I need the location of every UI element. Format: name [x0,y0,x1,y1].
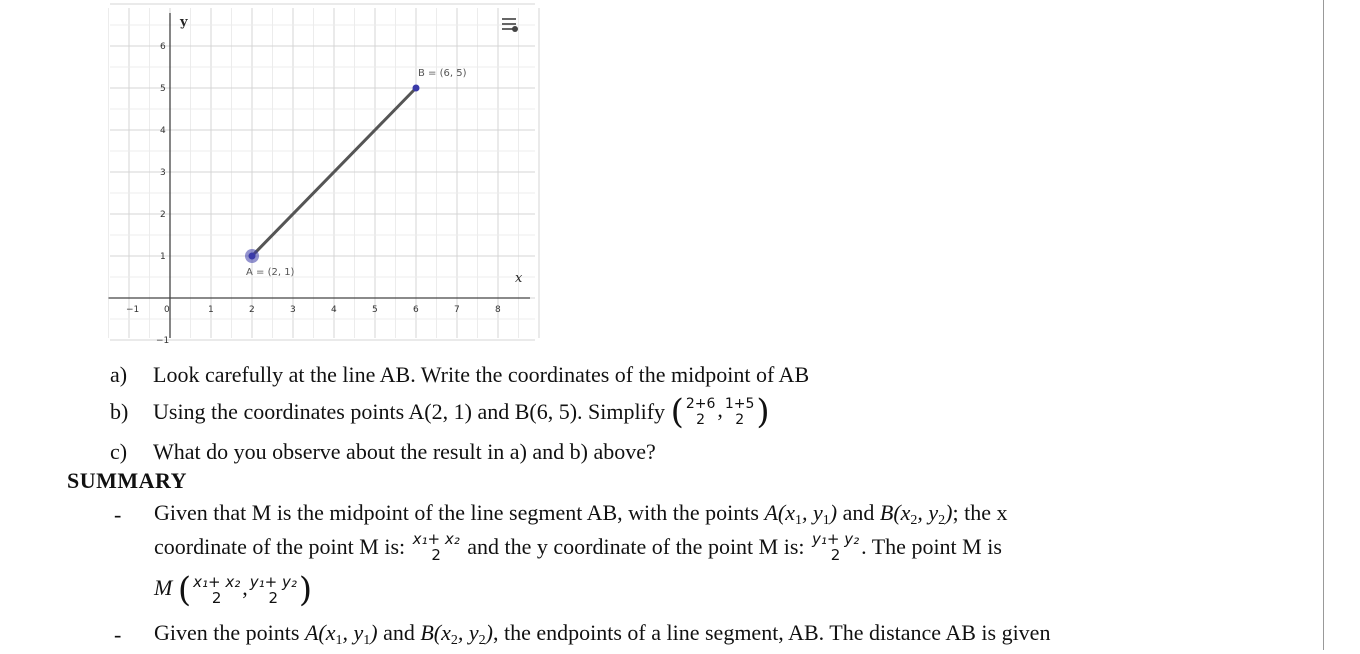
question-a-text: Look carefully at the line AB. Write the coordinates of the midpoint of AB [153,362,810,387]
x-tick-label: 1 [208,305,214,315]
bullet-1-and: and [842,500,875,525]
formula-x-den: 2 [211,589,222,607]
graph-axes [109,13,531,338]
point-b-marker [413,85,420,92]
fraction-x [686,396,716,428]
fraction-y-den: 2 [735,412,745,428]
fraction-y [725,396,755,428]
summary-heading: SUMMARY [67,468,188,493]
bullet-1-text-2: ; the x [952,500,1008,525]
bullet-2-and: and [383,620,415,645]
x-tick-label: 7 [454,305,460,315]
point-m-text: . The point M is [861,534,1002,560]
question-b-expression [670,392,770,432]
bullet-2-point-b-letter: B [420,620,434,645]
formula-y-fraction [250,574,297,606]
y-tick-label: 1 [160,252,166,262]
bullet-2-text-2: , the endpoints of a line segment, AB. The distance AB is given [492,620,1051,645]
y-tick-label: −1 [156,336,170,346]
y-tick-label: 4 [160,126,166,136]
y-coordinate-text: and the y coordinate of the point M is: [467,534,805,560]
bullet-2-line-1 [154,620,1050,654]
y-tick-label: 2 [160,210,166,220]
fraction-x-num: 2+6 [685,396,716,412]
point-b-label: B = (6, 5) [418,68,467,79]
bullet-2-text-1: Given the points [154,620,300,645]
x-midpoint-fraction [413,531,460,563]
formula-x-num: x₁+ x₂ [193,573,241,591]
question-b [110,392,770,432]
formula-y-num: y₁+ y₂ [249,573,297,591]
x-tick-label: 3 [290,305,296,315]
x-tick-label: 5 [372,305,378,315]
fraction-x-den: 2 [696,412,706,428]
bullet-2-point-b: $B(x_2$, $y_2$) [420,620,493,648]
x-tick-label: 8 [495,305,501,315]
question-a [110,362,809,388]
formula-y-den: 2 [268,589,279,607]
question-c-text: What do you observe about the result in a) and b) above? [153,439,656,464]
question-a-label: a) [110,362,128,387]
graph-menu-icon[interactable] [502,18,518,32]
y-tick-label: 6 [160,42,166,52]
bullet-1-line-1 [154,500,1008,534]
x-tick-label: 6 [413,305,419,315]
y-midpoint-fraction [812,531,859,563]
bullet-2-dash: - [114,622,122,647]
x-tick-label: 4 [331,305,337,315]
x-midpoint-num: x₁+ x₂ [412,530,460,548]
point-b-coords: $B(x_2$, $y_2$) [879,500,953,528]
x-tick-label: −1 [126,305,140,315]
bullet-2-point-a-letter: A [304,620,319,645]
x-axis-label: x [515,271,523,286]
point-a-coords: $A(x_1$, $y_1$) [764,500,838,528]
point-a-label: A = (2, 1) [246,267,295,278]
y-midpoint-den: 2 [830,546,841,564]
formula-right-paren: ) [298,570,313,610]
question-b-text: Using the coordinates points A(2, 1) and B(6, 5). Simplify [153,399,666,425]
point-a-dot [249,253,256,260]
y-axis-label: y [180,15,188,30]
x-tick-label: 0 [164,305,170,315]
formula-comma: , [242,575,248,601]
coordinate-graph [110,8,535,346]
bullet-1-text-1: Given that M is the midpoint of the line segment AB, with the points [154,500,759,525]
bullet-1-dash: - [114,502,122,527]
y-midpoint-num: y₁+ y₂ [812,530,860,548]
page-border [1323,0,1324,650]
bullet-2-point-a: $A(x_1$, $y_1$) [304,620,378,648]
formula-left-paren: ( [177,570,192,610]
midpoint-formula [154,570,313,610]
formula-x-fraction [193,574,240,606]
question-c-label: c) [110,439,128,464]
x-tick-label: 2 [249,305,255,315]
x-midpoint-den: 2 [431,546,441,564]
graph-grid [109,4,540,340]
point-b-letter: B [879,500,894,525]
x-coordinate-text: coordinate of the point M is: [154,534,406,560]
fraction-y-num: 1+5 [724,396,755,412]
y-tick-label: 3 [160,168,166,178]
left-paren: ( [670,392,684,432]
question-b-label: b) [110,399,129,425]
point-a-letter: A [764,500,778,525]
bullet-1-line-2 [154,530,1002,565]
question-c [110,439,656,465]
right-paren: ) [756,392,770,432]
y-tick-label: 5 [160,84,166,94]
midpoint-m-letter: M [154,575,173,601]
comma: , [717,397,723,423]
